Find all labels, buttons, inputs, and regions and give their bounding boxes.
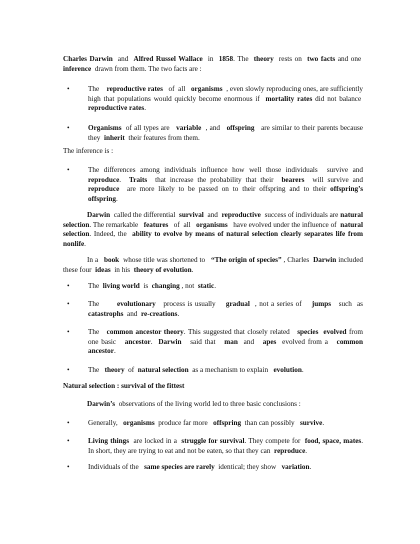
bold-run: natural selection [63,220,363,239]
text-run: from one basic [88,328,364,346]
bold-run: offspring [226,124,255,132]
text-run: . [191,265,194,274]
bold-run: living world [102,282,140,290]
text-run: . [301,366,304,374]
text-run: will survive and [304,175,364,184]
observations-paragraph [63,400,363,410]
bold-run: natural selection [63,211,363,229]
text-run: did not balance [312,94,363,103]
bold-run: ideas [95,265,111,274]
book-paragraph [63,256,363,275]
text-run: . Indeed, the [89,230,133,239]
text-run: in [202,55,219,63]
bold-run: book [103,256,120,264]
bold-run: organisms [196,220,228,229]
text-run: evolved from a [276,337,337,346]
text-run: called the differential [110,211,180,219]
bold-run: offspring [213,419,242,427]
bullet-dot: • [67,419,70,427]
text-run: The inference is : [63,147,114,155]
bold-run: reproduce [88,175,120,184]
bold-run: Traits [129,175,148,184]
text-run: , and [201,124,227,132]
inference-heading [63,147,363,157]
conclusion-two-paragraph [88,437,363,456]
bold-run: ability to evolve by means of natural selection clearly separates life from nonlife [63,230,363,248]
text-run: and [112,55,134,63]
text-run: that increase the probability that their [147,175,282,184]
text-run: . In short, they are trying to eat and not be eaten, so that they can [88,437,364,455]
text-run: are more likely to be passed on to their offspring and to their [119,185,331,194]
text-run: , even slowly reproducing ones, are sufficiently high that populations would quickly become enormous if [88,85,363,103]
bold-run: 1858 [218,55,234,63]
text-run: observations of the living world led to three basic conclusions : [115,400,301,408]
bullet-dot: • [67,282,70,290]
text-run: The [88,85,107,93]
bold-run: apes [262,337,277,346]
idea-four-paragraph [88,366,363,376]
conclusion-three-paragraph [88,463,363,473]
bold-run: common ancestor [88,337,363,356]
text-run: and [237,337,263,346]
bold-run: gradual [225,300,250,308]
text-run: . [309,463,312,471]
text-run: process is usually [155,300,226,308]
text-run: of all types are [121,124,177,132]
text-run: In a [87,256,104,264]
text-run: The [88,328,107,336]
text-run: is [139,282,152,290]
bold-run: jumps [311,300,332,308]
bold-run: Darwin [158,337,182,346]
bold-run: reproduce [274,446,306,455]
text-run: . This suggested that closely related [183,328,298,336]
text-run: than can possibly [241,419,300,427]
text-run: . The [233,55,254,63]
text-run: . [214,282,217,290]
bold-run: bearers [281,175,305,184]
fact-two-paragraph [88,124,363,143]
text-run: in his [110,265,134,274]
bold-run: survival [179,211,204,219]
text-run: their features from them. [124,133,200,142]
bold-run: Charles Darwin [63,55,113,63]
bold-run: reproductive [221,211,261,219]
text-run: , not a series of [249,300,312,308]
bold-run: ancestor [124,337,151,346]
bold-run: food, space, mates [304,437,362,445]
bold-run: theory of evolution [133,265,192,274]
bold-run: species [297,328,319,336]
text-run: . They compete for [244,437,305,445]
conclusion-one-paragraph [88,419,363,429]
text-run: The [88,366,105,374]
bold-run: variable [176,124,202,132]
bold-run: Organisms [88,124,122,132]
text-run: . [115,194,118,203]
darwin-called-paragraph [63,211,363,249]
bold-run: natural selection [137,366,189,374]
bold-run: catastrophs [88,309,124,318]
bold-run: Natural selection : survival of the fittest [63,382,185,390]
text-run: The [88,300,118,308]
text-run: . [84,239,86,248]
text-run: are similar to their parents because they [88,124,363,142]
bold-run: reproductive rates [106,85,163,93]
bold-run: two facts [307,55,336,63]
bold-run: survive [299,419,323,427]
text-run: as a mechanism to explain [188,366,274,374]
bold-run: same species are rarely [144,463,215,471]
bold-run: theory [253,55,274,63]
bullet-dot: • [67,300,70,308]
bullet-dot: • [67,463,70,471]
bold-run: struggle for survival [181,437,245,445]
bold-run: evolved [323,328,347,336]
bullet-dot: • [67,166,70,174]
text-run: success of individuals are [260,211,341,219]
bold-run: mortality rates [265,94,313,103]
text-run: produce far more [154,419,214,427]
bold-run: offspring’s offspring [88,185,363,203]
bullet-dot: • [67,437,70,445]
bold-run: evolutionary [117,300,156,308]
text-run: identical; they show [214,463,282,471]
bold-run: variation [281,463,310,471]
text-run: rests on [273,55,308,63]
bold-run: theory [104,366,125,374]
text-run: whose title was shortened to [119,256,211,264]
text-run: . [144,104,147,113]
bold-run: Darwin [313,256,337,264]
text-run: drawn from them. The two facts are : [91,64,202,73]
idea-two-paragraph [88,300,363,319]
text-run: . [113,347,116,356]
bold-run: inference [63,64,92,73]
text-run: . [150,337,159,346]
text-run: . [119,175,129,184]
text-run: and one [335,55,363,63]
text-run: , Charles [281,256,314,264]
text-run: . [305,446,308,455]
text-run: are locked in a [129,437,182,445]
bold-run: “The origin of species” [211,256,282,264]
bold-run: Darwin [87,211,111,219]
text-run: . The remarkable [89,220,144,229]
bold-run: reproduce [88,185,120,194]
text-run: and [123,309,141,318]
fact-one-paragraph [88,85,363,114]
bold-run: organisms [123,419,155,427]
bold-run: inherit [103,133,125,142]
bullet-dot: • [67,124,70,132]
text-run: said that [181,337,225,346]
text-run: of [124,366,138,374]
text-run: , not [179,282,198,290]
bold-run: features [143,220,169,229]
bold-run: man [224,337,238,346]
text-run: of all [168,220,197,229]
intro-paragraph [63,55,363,74]
text-run: of all [162,85,191,93]
text-run: . [322,419,325,427]
text-run: . [177,309,180,318]
text-run: have evolved under the influence of [227,220,341,229]
bullet-dot: • [67,85,70,93]
idea-one-paragraph [88,282,363,292]
text-run: Generally, [88,419,124,427]
text-run: The differences among individuals influence how well those individuals survive and [88,166,363,174]
bold-run: evolution [273,366,302,374]
bold-run: changing [151,282,180,290]
text-run: such as [331,300,363,308]
bold-run: re-creations [141,309,178,318]
bold-run: static [197,282,215,290]
bold-run: Living things [88,437,129,445]
bold-run: Darwin’s [87,400,116,408]
bullet-dot: • [67,366,70,374]
bold-run: reproductive rates [88,104,145,113]
section-heading [63,382,363,392]
bold-run: Alfred Russel Wallace [133,55,203,63]
text-run: and [203,211,222,219]
text-run: included these four [63,256,363,274]
inference-paragraph [88,166,363,204]
idea-three-paragraph [88,328,363,357]
bullet-dot: • [67,328,70,336]
bold-run: common ancestor theory [106,328,184,336]
bold-run: organisms [190,85,223,93]
text-run: Individuals of the [88,463,145,471]
text-run: The [88,282,103,290]
